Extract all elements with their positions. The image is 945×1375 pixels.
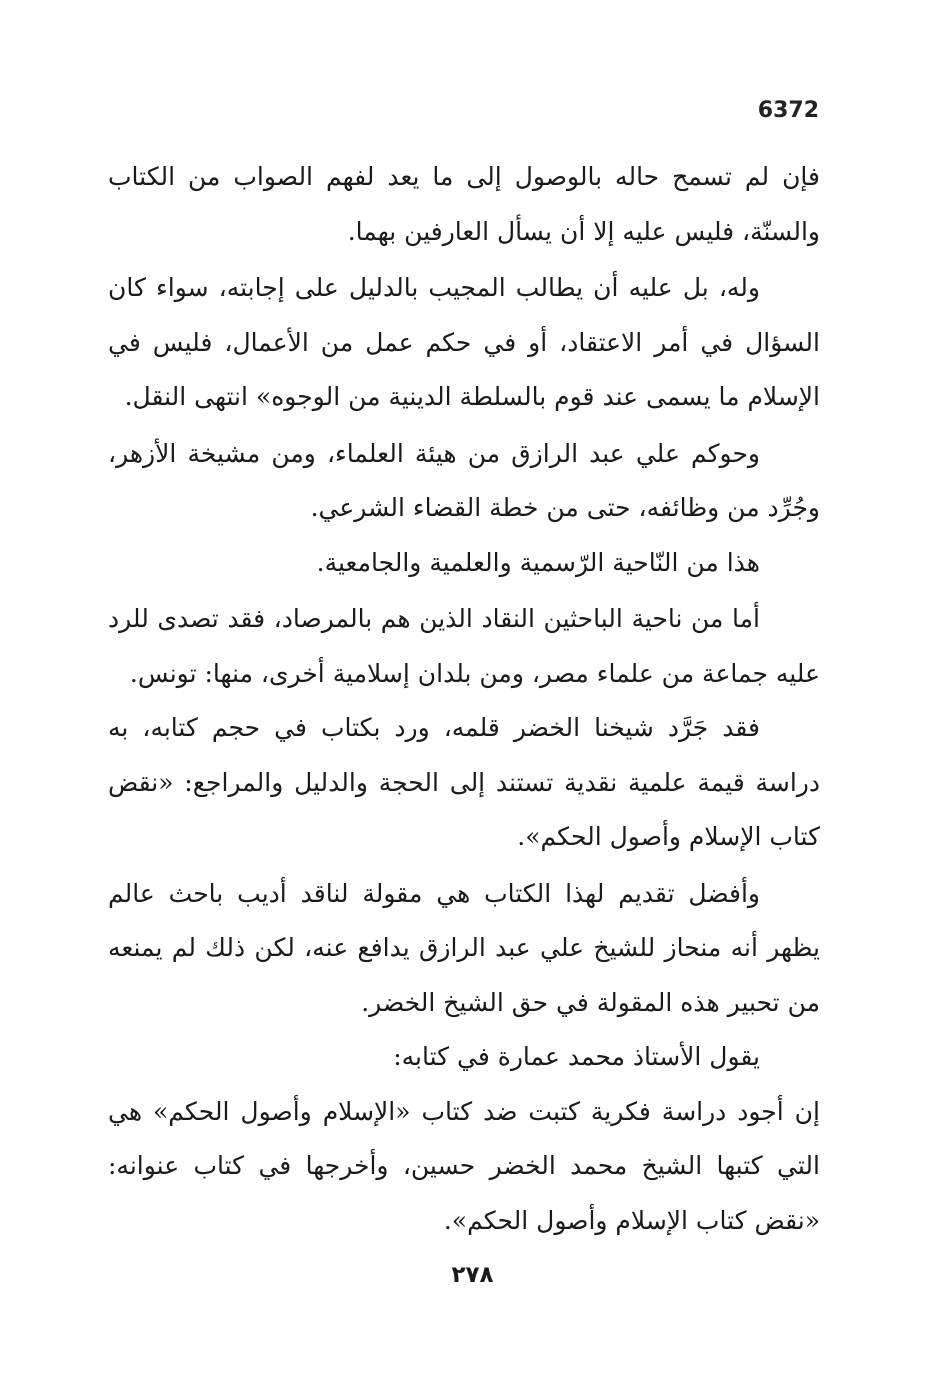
paragraph-9: إن أجود دراسة فكرية كتبت ضد كتاب «الإسلام وأصول الحكم» هي التي كتبها الشيخ محمد الخضر حسين، وأخرجها في كتاب عنوانه: «نقض كتاب الإسلام وأصول الحكم». <box>108 1096 820 1235</box>
paragraph-2: وله، بل عليه أن يطالب المجيب بالدليل على إجابته، سواء كان السؤال في أمر الاعتقاد، أو في حكم عمل من الأعمال، فليس في الإسلام ما يسمى عند قوم بالسلطة الدينية من الوجوه» انتهى النقل. <box>108 273 820 411</box>
page-id: 6372 <box>757 98 819 123</box>
paragraph-3: وحوكم علي عبد الرازق من هيئة العلماء، ومن مشيخة الأزهر، وجُرِّد من وظائفه، حتى من خطة القضاء الشرعي. <box>108 438 820 522</box>
body-text <box>108 150 820 1248</box>
paragraph-7: وأفضل تقديم لهذا الكتاب هي مقولة لناقد أديب باحث عالم يظهر أنه منحاز للشيخ علي عبد الرازق يدافع عنه، لكن ذلك لم يمنعه من تحبير هذه المقولة في حق الشيخ الخضر. <box>108 878 820 1017</box>
paragraph-1: فإن لم تسمح حاله بالوصول إلى ما يعد لفهم الصواب من الكتاب والسنّة، فليس عليه إلا أن يسأل العارفين بهما. <box>108 162 820 246</box>
page-number: ٢٧٨ <box>451 1262 494 1288</box>
paragraph-6: فقد جَرَّد شيخنا الخضر قلمه، ورد بكتاب في حجم كتابه، به دراسة قيمة علمية نقدية تستند إلى الحجة والدليل والمراجع: «نقض كتاب الإسلام وأصول الحكم». <box>108 713 820 851</box>
paragraph-4: هذا من النّاحية الرّسمية والعلمية والجامعية. <box>316 547 760 577</box>
paragraph-8: يقول الأستاذ محمد عمارة في كتابه: <box>393 1042 760 1071</box>
paragraph-5: أما من ناحية الباحثين النقاد الذين هم بالمرصاد، فقد تصدى للرد عليه جماعة من علماء مصر، ومن بلدان إسلامية أخرى، منها: تونس. <box>108 604 820 688</box>
